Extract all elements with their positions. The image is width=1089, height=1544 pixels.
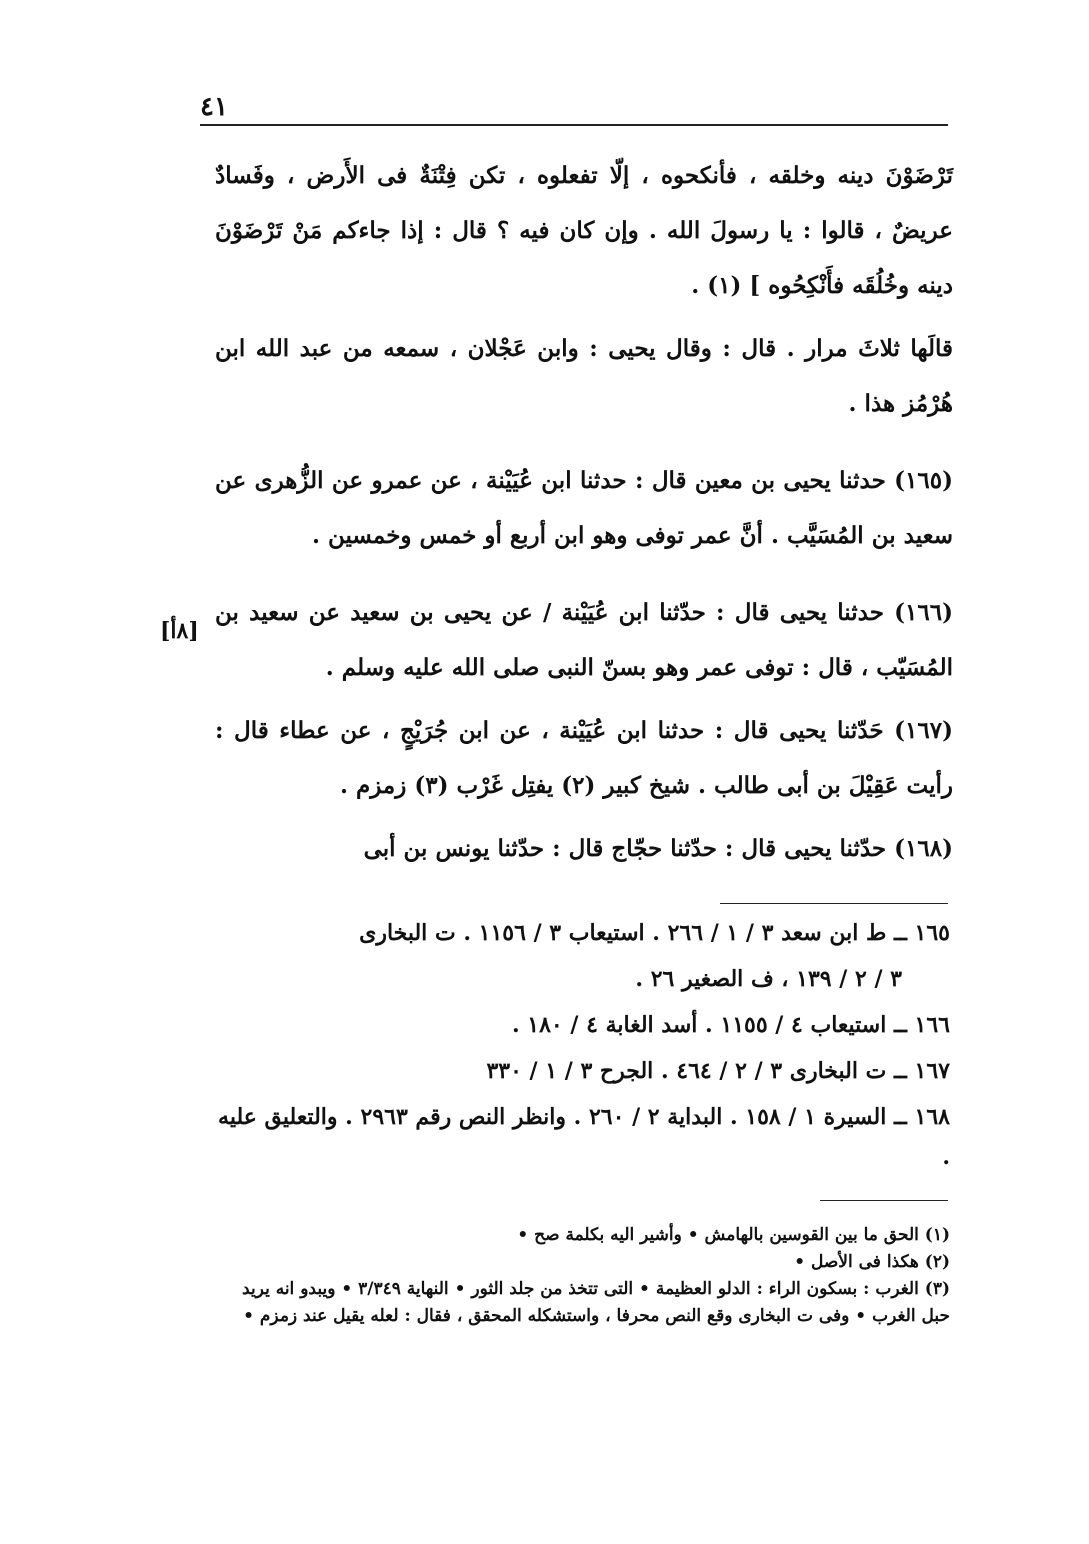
hadith-168: (١٦٨) حدّثنا يحيى قال : حدّثنا حجّاج قال : حدّثنا يونس بن أبى bbox=[363, 835, 953, 862]
hadith-165: (١٦٥) حدثنا يحيى بن معين قال : حدثنا ابن عُيَيْنة ، عن عمرو عن الزُّهرى عن سعيد بن المُسَيَّب . أنَّ عمر توفى وهو ابن أربع أو خمس وخمسين . bbox=[215, 467, 953, 549]
hadith-167: (١٦٧) حَدّثنا يحيى قال : حدثنا ابن عُيَيْنة ، عن ابن جُرَيْجٍ ، عن عطاء قال : رأيت عَقِيْلَ بن أبى طالب . شيخ كبير (٢) يفتِل غَرْب (٣) زمزم . bbox=[215, 717, 953, 799]
footnote-1: (١) الحق ما بين القوسين بالهامش • وأشير اليه بكلمة صح • bbox=[517, 1225, 950, 1245]
page-number: ٤١ bbox=[200, 92, 228, 122]
hadith-166: (١٦٦) حدثنا يحيى قال : حدّثنا ابن عُيَيْنة / عن يحيى بن سعيد عن سعيد بن المُسَيّب ، قال : توفى عمر وهو بسنّ النبى صلى الله عليه وسلم . bbox=[215, 599, 953, 681]
footnotes-rule bbox=[820, 1200, 948, 1201]
ref-166: ١٦٦ ــ استيعاب ٤ / ١١٥٥ . أسد الغابة ٤ / ١٨٠ . bbox=[511, 1012, 950, 1038]
references-rule bbox=[720, 903, 948, 904]
margin-folio-marker: [٨أ] bbox=[160, 618, 199, 644]
paragraph-2: قالَها ثلاثَ مرار . قال : وقال يحيى : وابن عَجْلان ، سمعه من عبد الله ابن هُرْمُز هذا . bbox=[215, 335, 953, 417]
paragraph-1: تَرْضَوْنَ دينه وخلقه ، فأنكحوه ، إلّا تفعلوه ، تكن فِتْنَةٌ فى الأَرض ، وفَسادٌ عريضٌ ، قالوا : يا رسولَ الله . وإن كان فيه ؟ قال : إذا جاءكم مَنْ تَرْضَوْنَ دينه وخُلُقَه فأَنْكِحُوه ] (١) . bbox=[215, 162, 953, 299]
footnote-3: (٣) الغرب : بسكون الراء : الدلو العظيمة • التى تتخذ من جلد الثور • النهاية ٣/٣٤٩ • ويبدو انه يريد حبل الغرب • وفى ت البخارى وقع النص محرفا ، واستشكله المحقق ، فقال : لعله يقيل عند زمزم • bbox=[242, 1279, 950, 1326]
ref-167: ١٦٧ ــ ت البخارى ٣ / ٢ / ٤٦٤ . الجرح ٣ / ١ / ٣٣٠ bbox=[486, 1058, 950, 1084]
ref-165: ١٦٥ ــ ط ابن سعد ٣ / ١ / ٢٦٦ . استيعاب ٣ / ١١٥٦ . ت البخارى bbox=[359, 920, 950, 946]
ref-168: ١٦٨ ــ السيرة ١ / ١٥٨ . البداية ٢ / ٢٦٠ . وانظر النص رقم ٢٩٦٣ . والتعليق عليه . bbox=[218, 1104, 950, 1170]
main-text bbox=[215, 148, 953, 884]
header-rule bbox=[200, 124, 948, 126]
references bbox=[215, 913, 950, 1183]
footnote-2: (٢) هكذا فى الأصل • bbox=[794, 1252, 950, 1272]
ref-165-continued: ٣ / ٢ / ١٣٩ ، ف الصغير ٢٦ . bbox=[635, 966, 902, 992]
footnotes bbox=[215, 1222, 950, 1330]
